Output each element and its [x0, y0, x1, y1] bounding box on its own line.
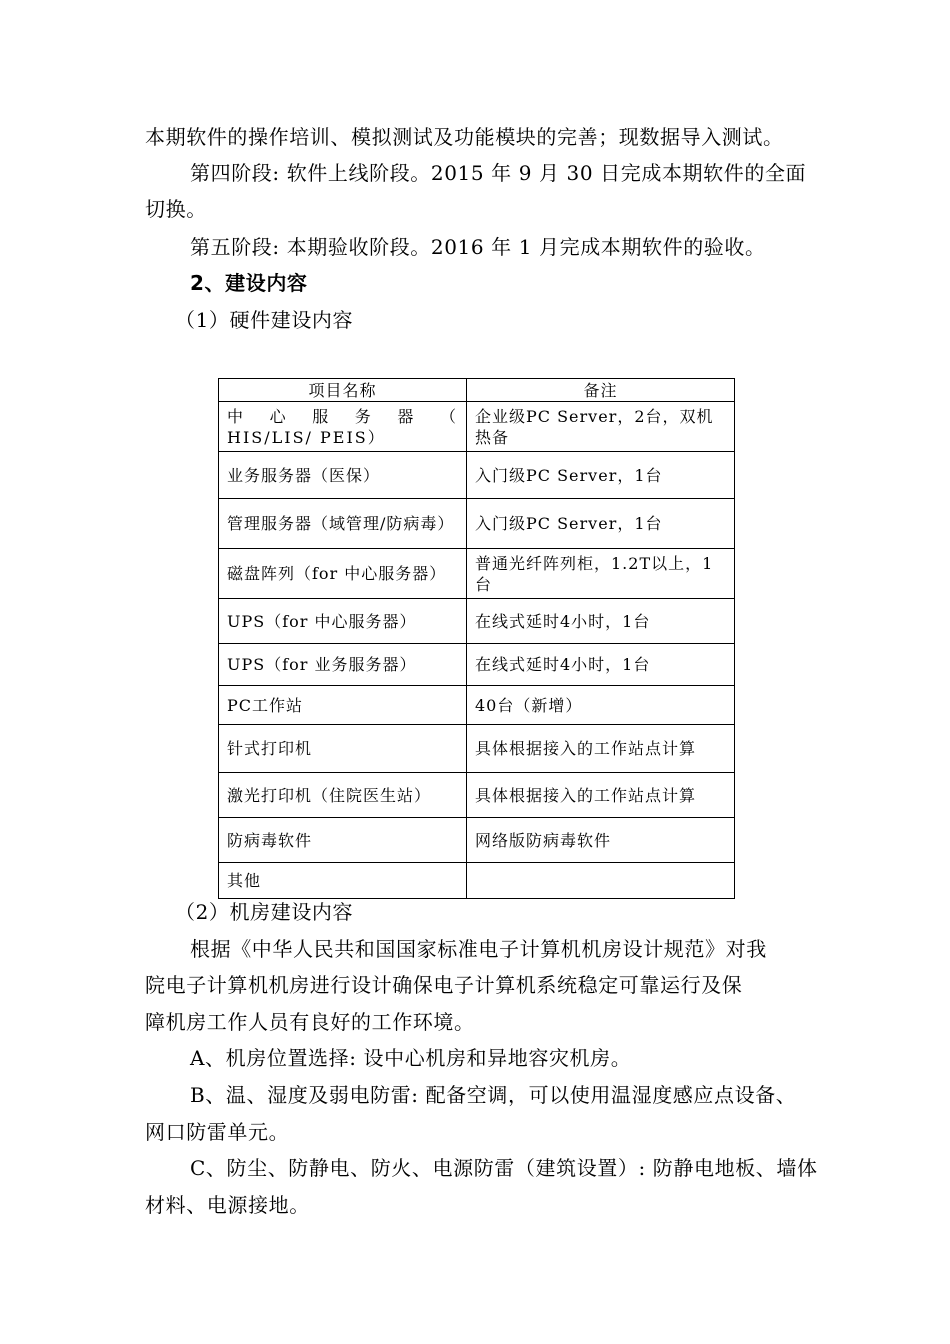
paragraph-phase5: 第五阶段: 本期验收阶段。2016 年 1 月完成本期软件的验收。 [190, 235, 766, 259]
cell-item-name: 管理服务器（域管理/防病毒） [219, 499, 467, 549]
table-row [219, 644, 735, 686]
paragraph-standard-line1: 根据《中华人民共和国国家标准电子计算机机房设计规范》对我 [190, 937, 767, 961]
cell-note: 企业级PC Server，2台，双机热备 [467, 402, 735, 452]
paragraph-room-location: A、机房位置选择: 设中心机房和异地容灾机房。 [190, 1046, 632, 1070]
cell-note: 入门级PC Server，1台 [467, 452, 735, 499]
table-row [219, 686, 735, 725]
paragraph-phase4-line2: 切换。 [145, 197, 207, 221]
table-row [219, 402, 735, 452]
cell-item-name: 中 心 服 务 器 （ HIS/LIS/ PEIS） [219, 402, 467, 452]
paragraph-phase4-line1: 第四阶段: 软件上线阶段。2015 年 9 月 30 日完成本期软件的全面 [190, 161, 807, 185]
header-item-name: 项目名称 [219, 379, 467, 402]
cell-item-name: 其他 [219, 863, 467, 899]
cell-item-name: 业务服务器（医保） [219, 452, 467, 499]
table-row [219, 452, 735, 499]
table-row [219, 863, 735, 899]
cell-note [467, 863, 735, 899]
paragraph-temperature-line2: 网口防雷单元。 [145, 1120, 290, 1144]
table-row [219, 599, 735, 644]
table-header-row [219, 379, 735, 402]
cell-item-name: 针式打印机 [219, 725, 467, 773]
subsection-room-heading: （2）机房建设内容 [175, 900, 354, 924]
table-row [219, 499, 735, 549]
paragraph-training: 本期软件的操作培训、模拟测试及功能模块的完善；现数据导入测试。 [145, 125, 784, 149]
table-row [219, 725, 735, 773]
cell-item-name: PC工作站 [219, 686, 467, 725]
paragraph-standard-line3: 障机房工作人员有良好的工作环境。 [145, 1010, 475, 1034]
paragraph-dustproof-line2: 材料、电源接地。 [145, 1193, 310, 1217]
cell-note: 具体根据接入的工作站点计算 [467, 725, 735, 773]
subsection-hardware-heading: （1）硬件建设内容 [175, 308, 354, 332]
cell-note: 具体根据接入的工作站点计算 [467, 773, 735, 818]
cell-item-name: UPS（for 业务服务器） [219, 644, 467, 686]
cell-item-name: 激光打印机（住院医生站） [219, 773, 467, 818]
cell-note: 普通光纤阵列柜，1.2T以上，1台 [467, 549, 735, 599]
paragraph-standard-line2: 院电子计算机机房进行设计确保电子计算机系统稳定可靠运行及保 [145, 973, 743, 997]
header-note: 备注 [467, 379, 735, 402]
cell-item-name: UPS（for 中心服务器） [219, 599, 467, 644]
section-heading: 2、建设内容 [190, 271, 308, 295]
cell-note: 40台（新增） [467, 686, 735, 725]
paragraph-temperature-line1: B、温、湿度及弱电防雷: 配备空调，可以使用温湿度感应点设备、 [190, 1083, 797, 1107]
cell-note: 网络版防病毒软件 [467, 818, 735, 863]
hardware-table [218, 378, 735, 899]
table-row [219, 549, 735, 599]
cell-note: 入门级PC Server，1台 [467, 499, 735, 549]
cell-item-name: 防病毒软件 [219, 818, 467, 863]
table-row [219, 818, 735, 863]
paragraph-dustproof-line1: C、防尘、防静电、防火、电源防雷（建筑设置）: 防静电地板、墙体 [190, 1156, 818, 1180]
table-row [219, 773, 735, 818]
cell-note: 在线式延时4小时，1台 [467, 644, 735, 686]
cell-item-name: 磁盘阵列（for 中心服务器） [219, 549, 467, 599]
cell-note: 在线式延时4小时，1台 [467, 599, 735, 644]
